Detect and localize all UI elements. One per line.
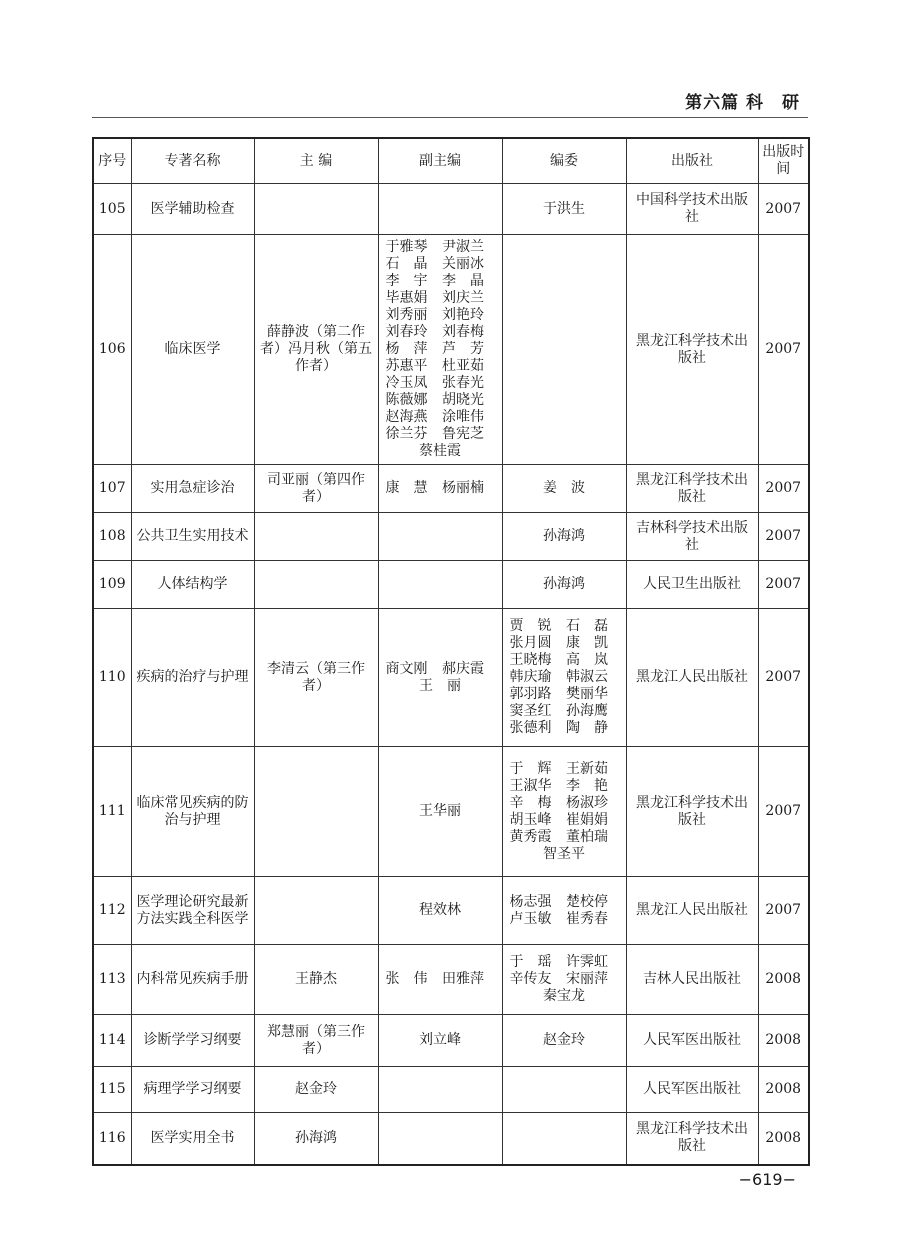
cell-editor: 孙海鸿 (254, 1113, 378, 1165)
cell-deputy: 刘立峰 (378, 1015, 502, 1067)
person-name: 楚校停 (566, 893, 608, 910)
person-name: 秦宝龙 (543, 988, 585, 1004)
person-name: 郭羽路 (509, 686, 552, 702)
person-name: 樊丽华 (566, 686, 608, 702)
cell-committee (502, 945, 626, 1015)
monograph-table (92, 137, 810, 1166)
person-name: 刘庆兰 (442, 290, 484, 306)
cell-editor (254, 561, 378, 609)
person-name: 刘秀丽 (385, 307, 428, 323)
cell-year: 2008 (758, 1067, 809, 1113)
cell-no: 107 (93, 465, 131, 513)
cell-year: 2008 (758, 945, 809, 1015)
cell-publisher: 黑龙江科学技术出版社 (626, 235, 758, 465)
cell-name: 内科常见疾病手册 (131, 945, 254, 1015)
cell-name: 临床医学 (131, 235, 254, 465)
person-name: 关丽冰 (442, 256, 484, 272)
col-header-deputy: 副主编 (378, 138, 502, 184)
cell-committee (502, 877, 626, 945)
person-name: 贾 锐 (509, 618, 552, 634)
table-row (93, 1113, 809, 1165)
person-name: 胡玉峰 (509, 811, 552, 828)
table-row (93, 184, 809, 235)
cell-no: 112 (93, 877, 131, 945)
person-name: 陈薇娜 (385, 392, 428, 408)
person-name: 杨志强 (509, 893, 552, 910)
cell-name: 疾病的治疗与护理 (131, 609, 254, 747)
table-row (93, 1015, 809, 1067)
cell-no: 115 (93, 1067, 131, 1113)
cell-editor: 王静杰 (254, 945, 378, 1015)
cell-deputy: 王华丽 (378, 747, 502, 877)
cell-publisher: 黑龙江科学技术出版社 (626, 465, 758, 513)
cell-publisher: 中国科学技术出版社 (626, 184, 758, 235)
cell-year: 2007 (758, 877, 809, 945)
person-name: 智圣平 (543, 845, 585, 862)
cell-publisher: 人民卫生出版社 (626, 561, 758, 609)
person-name: 杨 萍 (385, 341, 428, 357)
person-name: 杨淑珍 (566, 794, 608, 811)
cell-name: 医学实用全书 (131, 1113, 254, 1165)
cell-editor (254, 747, 378, 877)
header-rule (92, 117, 808, 118)
person-name: 于 辉 (509, 760, 552, 777)
person-name: 李 宇 (385, 273, 428, 289)
page-header: 第六篇 科 研 (685, 93, 800, 113)
cell-name: 医学辅助检查 (131, 184, 254, 235)
person-name: 王新茹 (566, 760, 608, 777)
cell-publisher: 吉林人民出版社 (626, 945, 758, 1015)
cell-publisher: 黑龙江人民出版社 (626, 877, 758, 945)
table-row (93, 747, 809, 877)
person-name: 宋丽萍 (566, 971, 608, 987)
person-name: 张月圆 (509, 635, 552, 651)
cell-name: 实用急症诊治 (131, 465, 254, 513)
person-name: 杜亚茹 (442, 358, 484, 374)
table-row (93, 513, 809, 561)
person-name: 刘艳玲 (442, 307, 484, 323)
table-row (93, 609, 809, 747)
cell-publisher: 人民军医出版社 (626, 1067, 758, 1113)
table-row (93, 465, 809, 513)
cell-committee (502, 235, 626, 465)
cell-year: 2007 (758, 513, 809, 561)
cell-deputy (378, 513, 502, 561)
cell-deputy (378, 465, 502, 513)
cell-committee: 于洪生 (502, 184, 626, 235)
cell-year: 2007 (758, 561, 809, 609)
cell-committee: 姜 波 (502, 465, 626, 513)
person-name: 于雅琴 (385, 239, 428, 255)
person-name: 王晓梅 (509, 652, 552, 668)
person-name: 韩庆瑜 (509, 669, 552, 685)
cell-publisher: 黑龙江人民出版社 (626, 609, 758, 747)
cell-no: 113 (93, 945, 131, 1015)
table-row (93, 561, 809, 609)
cell-name: 公共卫生实用技术 (131, 513, 254, 561)
page-number: −619− (738, 1170, 796, 1189)
person-name: 蔡桂霞 (419, 443, 461, 459)
person-name: 王淑华 (509, 777, 552, 794)
col-header-name: 专著名称 (131, 138, 254, 184)
person-name: 卢玉敏 (509, 910, 552, 927)
person-name: 窦圣红 (509, 703, 552, 719)
cell-editor (254, 877, 378, 945)
cell-deputy (378, 184, 502, 235)
person-name: 刘春玲 (385, 324, 428, 340)
cell-no: 111 (93, 747, 131, 877)
person-name: 黄秀霞 (509, 828, 552, 845)
person-name: 商文刚 (385, 660, 428, 677)
person-name: 田雅萍 (442, 971, 484, 987)
cell-committee: 孙海鸿 (502, 513, 626, 561)
person-name: 康 凯 (566, 635, 608, 651)
person-name: 尹淑兰 (442, 239, 484, 255)
person-name: 于 瑶 (509, 954, 552, 970)
person-name: 陶 静 (566, 720, 608, 736)
cell-name: 诊断学学习纲要 (131, 1015, 254, 1067)
cell-no: 106 (93, 235, 131, 465)
table-row (93, 945, 809, 1015)
cell-year: 2007 (758, 747, 809, 877)
person-name: 孙海鹰 (566, 703, 608, 719)
person-name: 王 丽 (419, 677, 461, 694)
col-header-year: 出版时间 (758, 138, 809, 184)
person-name: 苏惠平 (385, 358, 428, 374)
cell-deputy (378, 945, 502, 1015)
cell-year: 2007 (758, 609, 809, 747)
cell-no: 110 (93, 609, 131, 747)
person-name: 辛传友 (509, 971, 552, 987)
cell-deputy: 程效林 (378, 877, 502, 945)
cell-year: 2008 (758, 1015, 809, 1067)
cell-no: 116 (93, 1113, 131, 1165)
cell-editor: 司亚丽（第四作者） (254, 465, 378, 513)
person-name: 鲁宪芝 (442, 426, 484, 442)
col-header-editor: 主 编 (254, 138, 378, 184)
person-name: 张 伟 (385, 971, 428, 987)
cell-year: 2008 (758, 1113, 809, 1165)
cell-deputy (378, 235, 502, 465)
cell-name: 临床常见疾病的防治与护理 (131, 747, 254, 877)
table-row (93, 1067, 809, 1113)
table-row (93, 877, 809, 945)
person-name: 辛 梅 (509, 794, 552, 811)
cell-name: 医学理论研究最新方法实践全科医学 (131, 877, 254, 945)
cell-editor: 李清云（第三作者） (254, 609, 378, 747)
cell-deputy (378, 1113, 502, 1165)
person-name: 涂唯伟 (442, 409, 484, 425)
cell-deputy (378, 561, 502, 609)
person-name: 赵海燕 (385, 409, 428, 425)
person-name: 芦 芳 (442, 341, 484, 357)
cell-deputy (378, 609, 502, 747)
cell-year: 2007 (758, 465, 809, 513)
cell-no: 105 (93, 184, 131, 235)
person-name: 石 磊 (566, 618, 608, 634)
person-name: 康 慧 (385, 480, 428, 496)
person-name: 董柏瑞 (566, 828, 608, 845)
cell-year: 2007 (758, 184, 809, 235)
cell-committee: 赵金玲 (502, 1015, 626, 1067)
person-name: 李 晶 (442, 273, 484, 289)
person-name: 韩淑云 (566, 669, 608, 685)
person-name: 崔秀春 (566, 910, 608, 927)
cell-committee (502, 609, 626, 747)
person-name: 刘春梅 (442, 324, 484, 340)
person-name: 胡晓光 (442, 392, 484, 408)
cell-editor (254, 184, 378, 235)
col-header-committee: 编委 (502, 138, 626, 184)
cell-name: 人体结构学 (131, 561, 254, 609)
cell-deputy (378, 1067, 502, 1113)
cell-no: 114 (93, 1015, 131, 1067)
person-name: 崔娟娟 (566, 811, 608, 828)
person-name: 张春光 (442, 375, 484, 391)
person-name: 许霁虹 (566, 954, 608, 970)
table-header-row (93, 138, 809, 184)
cell-publisher: 黑龙江科学技术出版社 (626, 1113, 758, 1165)
person-name: 冷玉凤 (385, 375, 428, 391)
cell-editor (254, 513, 378, 561)
cell-editor: 薛静波（第二作者）冯月秋（第五作者） (254, 235, 378, 465)
cell-committee (502, 1113, 626, 1165)
cell-publisher: 黑龙江科学技术出版社 (626, 747, 758, 877)
person-name: 郝庆霞 (442, 660, 484, 677)
cell-year: 2007 (758, 235, 809, 465)
person-name: 徐兰芬 (385, 426, 428, 442)
cell-committee (502, 1067, 626, 1113)
cell-committee (502, 747, 626, 877)
col-header-publisher: 出版社 (626, 138, 758, 184)
cell-name: 病理学学习纲要 (131, 1067, 254, 1113)
cell-editor: 赵金玲 (254, 1067, 378, 1113)
cell-publisher: 人民军医出版社 (626, 1015, 758, 1067)
person-name: 张德利 (509, 720, 552, 736)
person-name: 杨丽楠 (442, 480, 484, 496)
person-name: 石 晶 (385, 256, 428, 272)
cell-publisher: 吉林科学技术出版社 (626, 513, 758, 561)
cell-no: 109 (93, 561, 131, 609)
person-name: 李 艳 (566, 777, 608, 794)
cell-no: 108 (93, 513, 131, 561)
cell-editor: 郑慧丽（第三作者） (254, 1015, 378, 1067)
col-header-no: 序号 (93, 138, 131, 184)
cell-committee: 孙海鸿 (502, 561, 626, 609)
table-row (93, 235, 809, 465)
person-name: 毕惠娟 (385, 290, 428, 306)
person-name: 高 岚 (566, 652, 608, 668)
